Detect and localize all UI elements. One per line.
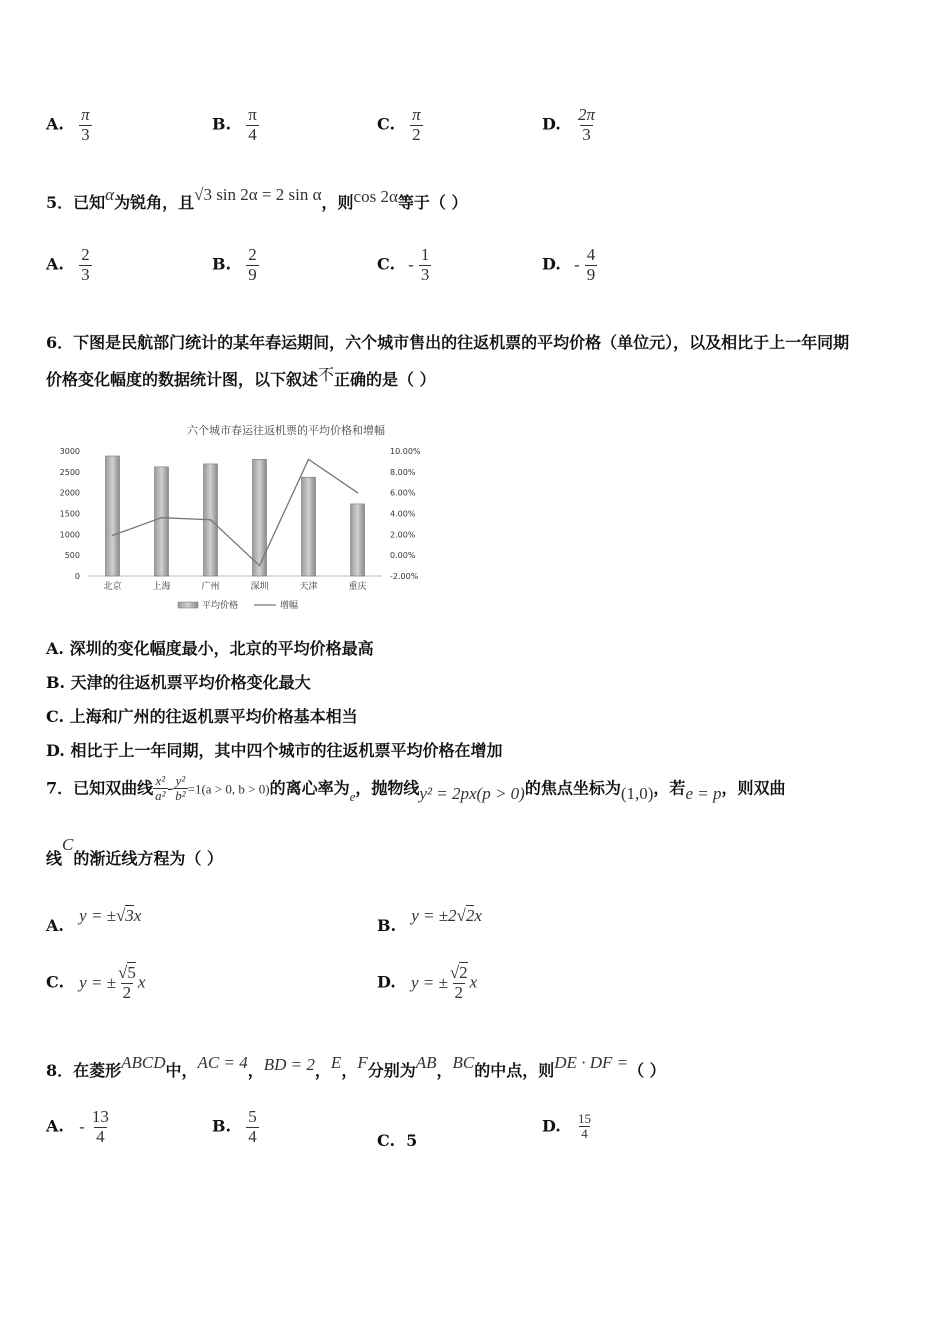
x-tick-label: 北京 [103,582,122,592]
y-right-tick-label: 6.00% [390,488,416,498]
line-point-上海 [161,517,163,519]
y-right-tick-label: -2.00% [390,572,419,581]
q4-b-fraction: $\frac{\pi}{4}$ [248,105,257,144]
q6-stem-line1: 6．下图是民航部门统计的某年春运期间，六个城市售出的往返机票的平均价格（单位元），以及相比于上一年同期 [46,333,850,352]
bar-上海 [155,467,169,576]
x-tick-label: 深圳 [250,582,269,592]
q8-stem: 8．在菱形ABCD中，AC = 4，BD = 2，E，F分别为AB，BC的中点，则DE · DF =（ ） [46,1053,666,1080]
y-right-tick-label: 0.00% [390,551,416,561]
sqrt-icon: √ [449,963,460,982]
q8-option-c[interactable]: C. 5 [377,1131,418,1150]
q7-option-d[interactable]: D. y = ± $\frac{√2}{2}$ x [377,963,478,1002]
sqrt-icon: √ [115,906,126,925]
q5-option-d[interactable]: D. - $\frac{4}{9}$ [542,245,596,284]
q4-option-b[interactable]: B. $\frac{\pi}{4}$ [212,105,257,144]
legend-line-label: 增幅 [280,601,299,611]
sqrt-icon: √ [117,963,128,982]
q8-option-d[interactable]: D. $\frac{15}{4}$ [542,1111,591,1142]
y-left-tick-label: 3000 [59,447,80,456]
y-right-tick-label: 10.00% [390,447,421,456]
bar-深圳 [253,459,267,576]
q7-option-c[interactable]: C. y = ± $\frac{√5}{2}$ x [46,963,146,1002]
price-chart [46,418,446,618]
y-left-tick-label: 1500 [59,509,80,519]
q6-option-b[interactable]: B. 天津的往返机票平均价格变化最大 [46,673,311,692]
line-point-重庆 [357,492,359,494]
q4-option-a[interactable]: A. $\frac{\pi}{3}$ [46,105,90,144]
q6-option-a[interactable]: A. 深圳的变化幅度最小，北京的平均价格最高 [46,639,374,658]
q4-option-c[interactable]: C. $\frac{\pi}{2}$ [377,105,421,144]
y-right-tick-label: 2.00% [390,530,416,540]
q4-option-d[interactable]: D. $\frac{2\pi}{3}$ [542,105,595,144]
y-left-tick-label: 2000 [59,488,80,498]
y-right-tick-label: 8.00% [390,467,416,477]
legend-bar-swatch [178,602,198,608]
line-point-深圳 [259,565,261,567]
x-tick-label: 广州 [201,582,220,592]
q5-option-b[interactable]: B. $\frac{2}{9}$ [212,245,257,284]
q7-stem-line2: 线C的渐近线方程为（ ） [46,835,223,868]
y-left-tick-label: 2500 [59,467,80,477]
q5-option-a[interactable]: A. $\frac{2}{3}$ [46,245,90,284]
chart-title: 六个城市春运往返机票的平均价格和增幅 [187,424,385,437]
y-right-tick-label: 4.00% [390,509,416,519]
q4-d-fraction: $\frac{2\pi}{3}$ [577,105,595,144]
y-left-tick-label: 0 [74,572,80,581]
line-point-北京 [112,535,114,537]
q7-stem-line1: 7．已知双曲线 $\frac{\text{x²}}{\text{a²}}$ - $\frac{\text{y²}}{\text{b²}}$ =1(a > 0, b > 0)的离心率为$_e$，抛物线y² = 2px(p > 0)的焦点坐标为(1,0)，若e = p，则双曲 [46,773,786,805]
q7-option-b[interactable]: B. y = ±2√2x [377,906,482,935]
q6-stem-line2: 价格变化幅度的数据统计图，以下叙述不正确的是（ ） [46,365,436,389]
x-tick-label: 上海 [152,582,171,592]
sqrt-icon: √ [194,185,204,204]
q5-option-c[interactable]: C. - $\frac{1}{3}$ [377,245,430,284]
q5-stem: 5．已知α为锐角，且√3 sin 2α = 2 sin α，则cos 2α等于（ ） [46,185,468,212]
line-point-广州 [210,519,212,521]
line-point-天津 [308,459,310,461]
q8-option-a[interactable]: A. - $\frac{13}{4}$ [46,1107,109,1146]
bar-重庆 [351,504,365,576]
sqrt-icon: √ [456,906,466,925]
y-left-tick-label: 500 [64,551,80,561]
q8-option-b[interactable]: B. $\frac{5}{4}$ [212,1107,257,1146]
q4-a-fraction: $\frac{\pi}{3}$ [81,105,90,144]
q6-option-d[interactable]: D. 相比于上一年同期，其中四个城市的往返机票平均价格在增加 [46,741,503,760]
q5-condition: √3 sin 2α = 2 sin α [194,185,322,204]
legend-bar-label: 平均价格 [202,601,239,611]
y-left-tick-label: 1000 [59,530,80,540]
q6-option-c[interactable]: C. 上海和广州的往返机票平均价格基本相当 [46,707,358,726]
q7-option-a[interactable]: A. y = ±√3x [46,906,142,935]
q4-c-fraction: $\frac{\pi}{2}$ [412,105,421,144]
x-tick-label: 重庆 [348,582,367,592]
bar-北京 [106,456,120,576]
line-series-increase [113,459,358,565]
x-tick-label: 天津 [299,582,318,592]
bar-天津 [302,477,316,576]
